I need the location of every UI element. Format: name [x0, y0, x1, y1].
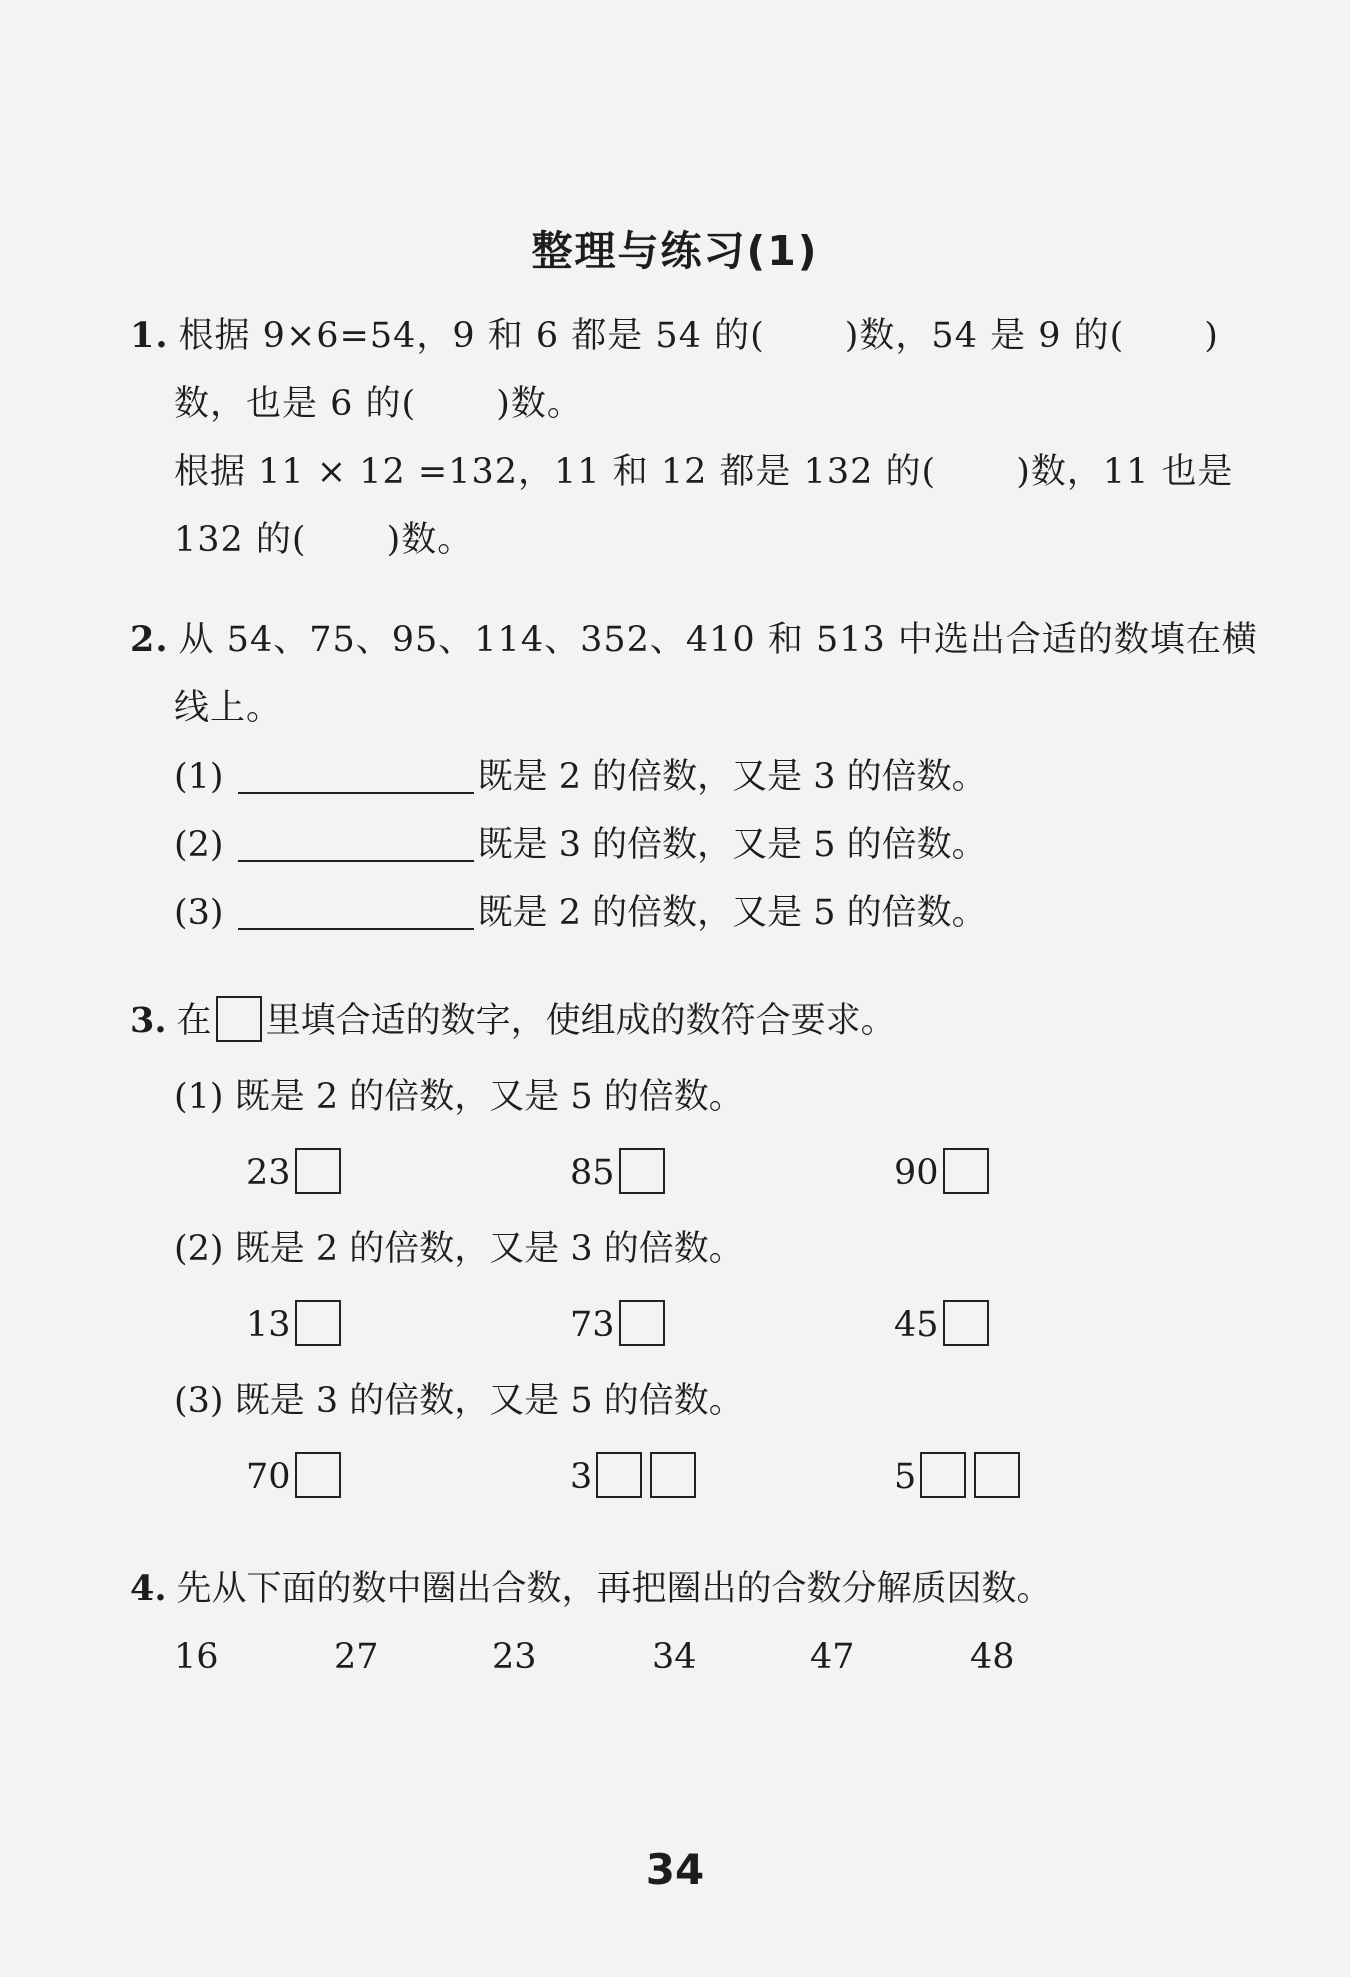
- q2-item-1: (1) 既是 2 的倍数，又是 3 的倍数。: [174, 757, 987, 797]
- q3-part3-b: 3: [570, 1452, 696, 1502]
- q4-number: 4.: [130, 1568, 167, 1609]
- q1-line4: 132 的( )数。: [174, 520, 474, 560]
- digit-box[interactable]: [650, 1452, 696, 1498]
- digit-box[interactable]: [295, 1148, 341, 1194]
- q3-part1-b: 85: [570, 1148, 665, 1198]
- q3-part2-b: 73: [570, 1300, 665, 1350]
- q3-part3-c: 5: [894, 1452, 1020, 1502]
- q2-item-2: (2) 既是 3 的倍数，又是 5 的倍数。: [174, 825, 987, 865]
- q2-line2: 线上。: [174, 688, 283, 728]
- digit-box[interactable]: [596, 1452, 642, 1498]
- digit-box[interactable]: [295, 1300, 341, 1346]
- q3-prompt: 3. 在 里填合适的数字，使组成的数符合要求。: [130, 996, 896, 1046]
- page-title: 整理与练习(1): [531, 227, 819, 275]
- q3-number: 3.: [130, 1000, 167, 1041]
- q3-part1-a: 23: [246, 1148, 341, 1198]
- q4-number-2[interactable]: 27: [334, 1637, 379, 1677]
- page-number: 34: [645, 1845, 705, 1894]
- q4-number-6[interactable]: 48: [970, 1637, 1015, 1677]
- q3-part3-a: 70: [246, 1452, 341, 1502]
- q4-number-3[interactable]: 23: [492, 1637, 537, 1677]
- example-box: [216, 996, 262, 1042]
- q1-line1: 1. 根据 9×6=54，9 和 6 都是 54 的( )数，54 是 9 的( ): [130, 315, 1219, 356]
- q1-number: 1.: [130, 315, 169, 356]
- digit-box[interactable]: [974, 1452, 1020, 1498]
- q4-number-4[interactable]: 34: [652, 1637, 697, 1677]
- answer-blank[interactable]: [238, 756, 474, 794]
- digit-box[interactable]: [920, 1452, 966, 1498]
- q2-item-3: (3) 既是 2 的倍数，又是 5 的倍数。: [174, 893, 987, 933]
- q4-prompt: 4. 先从下面的数中圈出合数，再把圈出的合数分解质因数。: [130, 1564, 1052, 1614]
- answer-blank[interactable]: [238, 824, 474, 862]
- digit-box[interactable]: [943, 1148, 989, 1194]
- digit-box[interactable]: [619, 1300, 665, 1346]
- digit-box[interactable]: [943, 1300, 989, 1346]
- q2-line1: 2. 从 54、75、95、114、352、410 和 513 中选出合适的数填在横: [130, 619, 1258, 660]
- q3-part3-instruction: (3) 既是 3 的倍数，又是 5 的倍数。: [174, 1381, 744, 1421]
- q3-part1-instruction: (1) 既是 2 的倍数，又是 5 的倍数。: [174, 1077, 744, 1117]
- q3-part2-instruction: (2) 既是 2 的倍数，又是 3 的倍数。: [174, 1229, 744, 1269]
- digit-box[interactable]: [295, 1452, 341, 1498]
- q1-line2: 数，也是 6 的( )数。: [174, 384, 583, 424]
- q3-part2-c: 45: [894, 1300, 989, 1350]
- answer-blank[interactable]: [238, 892, 474, 930]
- q3-part1-c: 90: [894, 1148, 989, 1198]
- q4-number-5[interactable]: 47: [810, 1637, 855, 1677]
- q2-number: 2.: [130, 619, 169, 660]
- q3-part2-a: 13: [246, 1300, 341, 1350]
- digit-box[interactable]: [619, 1148, 665, 1194]
- q4-number-1[interactable]: 16: [174, 1637, 219, 1677]
- q1-line3: 根据 11 × 12 =132，11 和 12 都是 132 的( )数，11 也是: [174, 452, 1234, 492]
